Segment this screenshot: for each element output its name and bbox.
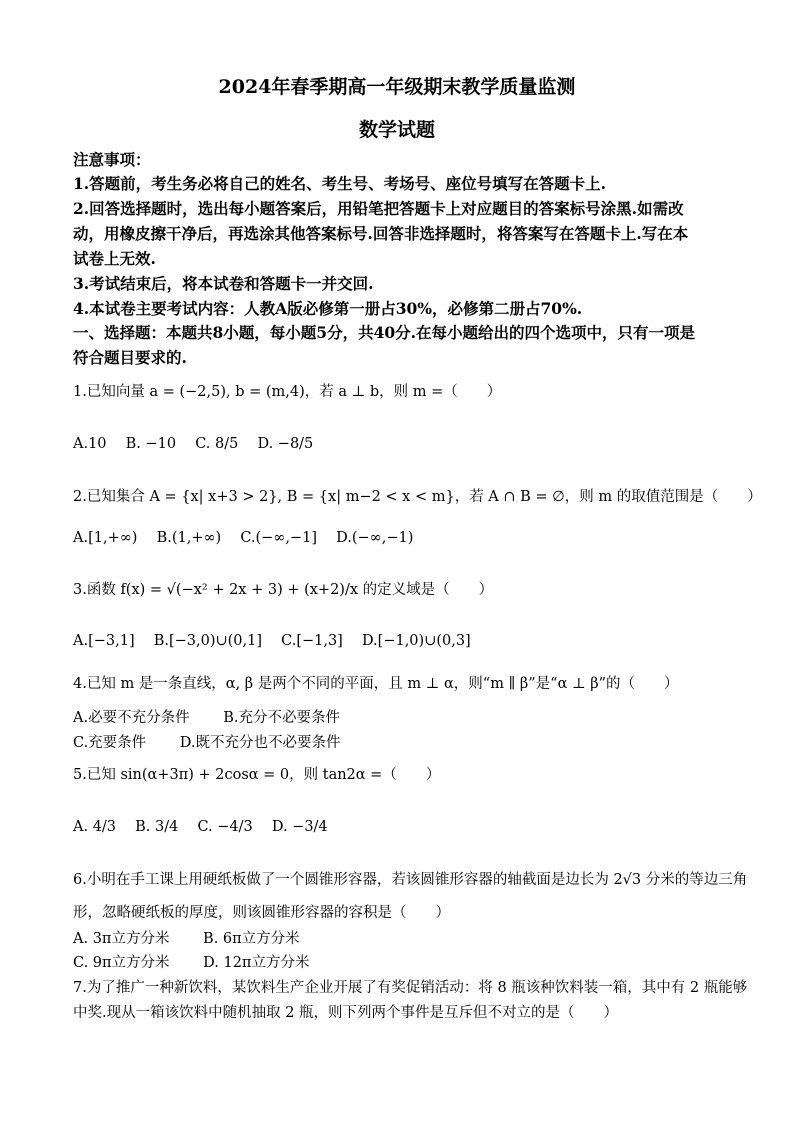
question-7-stem: 中奖.现从一箱该饮料中随机抽取 2 瓶，则下列两个事件是互斥但不对立的是（ ）	[73, 1005, 619, 1021]
question-6-options: C. 9π立方分米 D. 12π立方分米	[73, 955, 310, 971]
notice-heading: 注意事项：	[73, 150, 151, 169]
question-5-stem: 5.已知 sin(α+3π) + 2cosα = 0，则 tan2α =（ ）	[73, 767, 441, 783]
question-3-options: A.[−3,1] B.[−3,0)∪(0,1] C.[−1,3] D.[−1,0)∪(0,3]	[73, 633, 471, 649]
notice-line: 4.本试卷主要考试内容：人教A版必修第一册占30%，必修第二册占70%.	[73, 299, 583, 318]
question-6-stem: 形，忽略硬纸板的厚度，则该圆锥形容器的容积是（ ）	[73, 905, 450, 921]
question-2-stem: 2.已知集合 A = {x| x+3 > 2}, B = {x| m−2 < x < m}，若 A ∩ B = ∅，则 m 的取值范围是（ ）	[73, 489, 762, 505]
question-1-stem: 1.已知向量 a = (−2,5), b = (m,4)，若 a ⊥ b，则 m =（ ）	[73, 384, 502, 400]
question-4-stem: 4.已知 m 是一条直线，α, β 是两个不同的平面，且 m ⊥ α，则“m ∥ β”是“α ⊥ β”的（ ）	[73, 676, 679, 692]
page-title: 2024年春季期高一年级期末教学质量监测	[218, 76, 576, 98]
notice-line: 试卷上无效.	[73, 249, 156, 268]
section-heading: 一、选择题：本题共8小题，每小题5分，共40分.在每小题给出的四个选项中，只有一项是	[73, 323, 696, 342]
question-4-options: C.充要条件 D.既不充分也不必要条件	[73, 735, 341, 751]
page-subtitle: 数学试题	[358, 119, 435, 141]
notice-line: 2.回答选择题时，选出每小题答案后，用铅笔把答题卡上对应题目的答案标号涂黑.如需改	[73, 199, 684, 218]
question-3-stem: 3.函数 f(x) = √(−x² + 2x + 3) + (x+2)/x 的定义域是（ ）	[73, 582, 494, 598]
question-6-stem: 6.小明在手工课上用硬纸板做了一个圆锥形容器，若该圆锥形容器的轴截面是边长为 2√3 分米的等边三角	[73, 872, 748, 888]
question-2-options: A.[1,+∞) B.(1,+∞) C.(−∞,−1] D.(−∞,−1)	[73, 530, 414, 546]
question-1-options: A.10 B. −10 C. 8/5 D. −8/5	[73, 436, 314, 452]
notice-line: 1.答题前，考生务必将自己的姓名、考生号、考场号、座位号填写在答题卡上.	[73, 174, 607, 193]
section-heading-cont: 符合题目要求的.	[73, 348, 187, 367]
notice-line: 3.考试结束后，将本试卷和答题卡一并交回.	[73, 274, 374, 293]
question-7-stem: 7.为了推广一种新饮料，某饮料生产企业开展了有奖促销活动：将 8 瓶该种饮料装一箱，其中有 2 瓶能够	[73, 980, 748, 996]
notice-line: 动，用橡皮擦干净后，再选涂其他答案标号.回答非选择题时，将答案写在答题卡上.写在本	[73, 224, 689, 243]
question-4-options: A.必要不充分条件 B.充分不必要条件	[73, 710, 340, 726]
question-6-options: A. 3π立方分米 B. 6π立方分米	[73, 931, 300, 947]
question-5-options: A. 4/3 B. 3/4 C. −4/3 D. −3/4	[73, 819, 328, 835]
